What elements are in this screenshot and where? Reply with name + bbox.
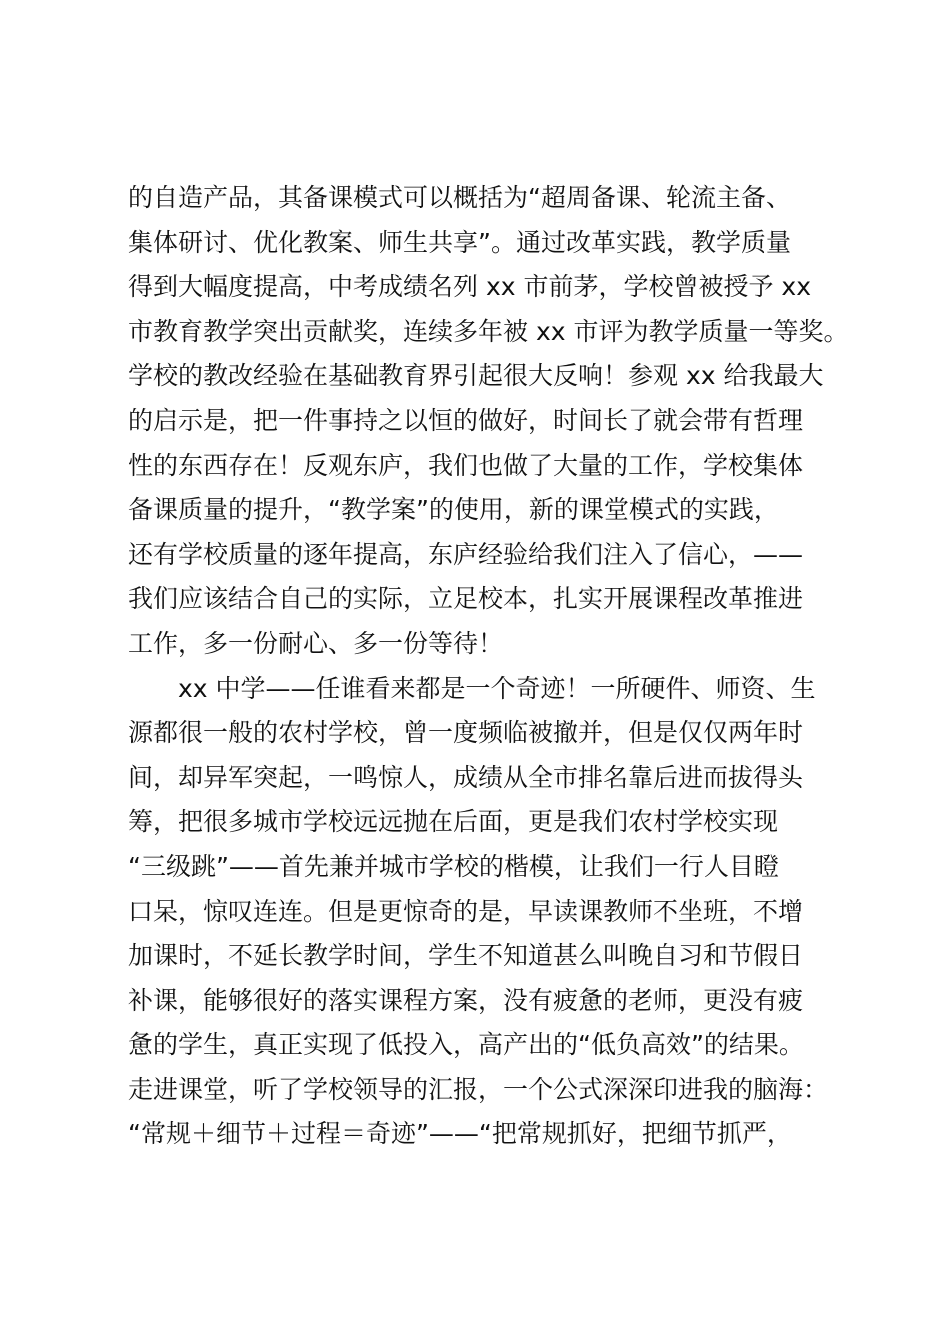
body-text bbox=[128, 176, 863, 1157]
text-line: 筹，把很多城市学校远远抛在后面，更是我们农村学校实现 bbox=[128, 807, 779, 837]
text-line: 口呆，惊叹连连。但是更惊奇的是，早读课教师不坐班，不增 bbox=[128, 896, 804, 926]
text-line: 还有学校质量的逐年提高，东庐经验给我们注入了信心，—— bbox=[128, 539, 804, 569]
text-line: 走进课堂，听了学校领导的汇报，一个公式深深印进我的脑海： bbox=[128, 1074, 829, 1104]
text-line: 加课时，不延长教学时间，学生不知道甚么叫晚自习和节假日 bbox=[128, 941, 804, 971]
text-line: 源都很一般的农村学校，曾一度频临被撤并，但是仅仅两年时 bbox=[128, 718, 804, 748]
paragraph-first-line: xx 中学——任谁看来都是一个奇迹！一所硬件、师资、生 bbox=[178, 673, 816, 703]
text-line: 性的东西存在！反观东庐，我们也做了大量的工作，学校集体 bbox=[128, 450, 804, 480]
text-line: 间，却异军突起，一鸣惊人，成绩从全市排名靠后进而拔得头 bbox=[128, 762, 804, 792]
text-line: 学校的教改经验在基础教育界引起很大反响！参观 xx 给我最大 bbox=[128, 361, 824, 391]
text-line: “常规＋细节＋过程＝奇迹”——“把常规抓好，把细节抓严， bbox=[128, 1119, 792, 1149]
text-line: 市教育教学突出贡献奖，连续多年被 xx 市评为教学质量一等奖。 bbox=[128, 316, 849, 346]
text-line: 的自造产品，其备课模式可以概括为“超周备课、轮流主备、 bbox=[128, 183, 791, 212]
text-line: 我们应该结合自己的实际，立足校本，扎实开展课程改革推进 bbox=[128, 584, 804, 614]
text-line: 集体研讨、优化教案、师生共享”。通过改革实践，教学质量 bbox=[128, 227, 791, 257]
text-line: 补课，能够很好的落实课程方案，没有疲惫的老师，更没有疲 bbox=[128, 985, 804, 1015]
text-line: 得到大幅度提高，中考成绩名列 xx 市前茅，学校曾被授予 xx bbox=[128, 272, 812, 302]
text-line: “三级跳”——首先兼并城市学校的楷模，让我们一行人目瞪 bbox=[128, 851, 779, 881]
text-line: 的启示是，把一件事持之以恒的做好，时间长了就会带有哲理 bbox=[128, 405, 804, 435]
text-line: 备课质量的提升，“教学案”的使用，新的课堂模式的实践， bbox=[128, 495, 779, 525]
text-line: 惫的学生，真正实现了低投入，高产出的“低负高效”的结果。 bbox=[128, 1030, 804, 1060]
text-line: 工作，多一份耐心、多一份等待！ bbox=[128, 628, 504, 658]
